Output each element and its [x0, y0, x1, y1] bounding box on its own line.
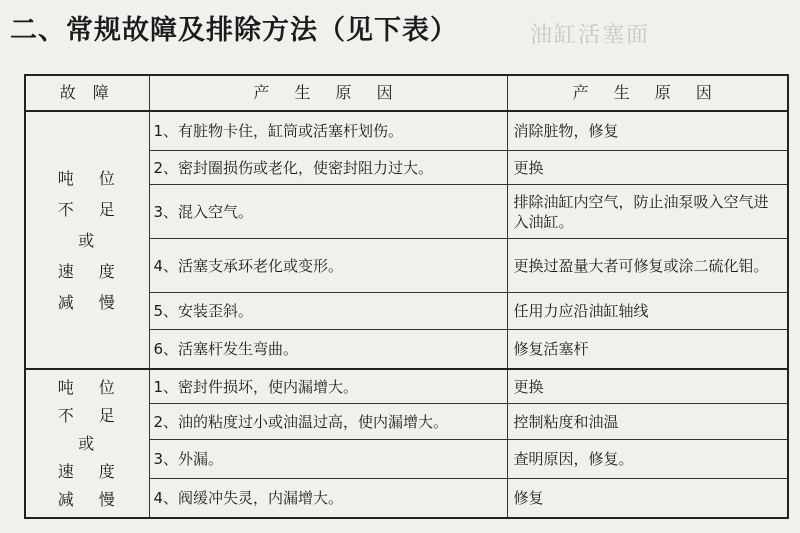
remedy-cell: 修复活塞杆 — [507, 330, 788, 370]
fault-line: 吨 位 — [57, 377, 125, 397]
remedy-cell: 任用力应沿油缸轴线 — [507, 293, 788, 330]
cause-cell: 4、阀缓冲失灵，内漏增大。 — [149, 479, 507, 519]
remedy-cell: 修复 — [507, 479, 788, 519]
cause-cell: 3、外漏。 — [149, 440, 507, 479]
table-row — [25, 369, 788, 404]
table-header-row — [25, 75, 788, 111]
remedy-cell: 控制粘度和油温 — [507, 404, 788, 440]
remedy-cell: 更换 — [507, 369, 788, 404]
cause-cell: 1、有脏物卡住，缸筒或活塞杆划伤。 — [149, 111, 507, 151]
header-fault: 故 障 — [25, 75, 149, 111]
fault-line: 速 度 — [57, 461, 125, 481]
remedy-cell: 消除脏物，修复 — [507, 111, 788, 151]
remedy-cell: 更换 — [507, 151, 788, 185]
page-heading: 二、常规故障及排除方法（见下表） — [10, 15, 458, 46]
cause-cell: 2、密封圈损伤或老化，使密封阻力过大。 — [149, 151, 507, 185]
fault-line: 减 慢 — [57, 489, 125, 509]
bleed-through-text: 油缸活塞面 — [530, 23, 651, 48]
fault-line: 速 度 — [57, 261, 125, 281]
fault-cell-group-2 — [25, 369, 149, 518]
remedy-cell: 查明原因，修复。 — [507, 440, 788, 479]
remedy-cell: 更换过盈量大者可修复或涂二硫化钼。 — [507, 239, 788, 293]
cause-cell: 6、活塞杆发生弯曲。 — [149, 330, 507, 370]
fault-line: 不 足 — [57, 199, 125, 219]
table-row — [25, 111, 788, 151]
header-cause: 产 生 原 因 — [149, 75, 507, 111]
fault-line: 或 — [78, 433, 105, 453]
fault-line: 不 足 — [57, 405, 125, 425]
fault-line: 吨 位 — [57, 168, 125, 188]
cause-cell: 1、密封件损坏，使内漏增大。 — [149, 369, 507, 404]
fault-line: 减 慢 — [57, 292, 125, 312]
cause-cell: 2、油的粘度过小或油温过高，使内漏增大。 — [149, 404, 507, 440]
cause-cell: 4、活塞支承环老化或变形。 — [149, 239, 507, 293]
header-remedy: 产 生 原 因 — [507, 75, 788, 111]
cause-cell: 5、安装歪斜。 — [149, 293, 507, 330]
remedy-cell: 排除油缸内空气，防止油泵吸入空气进入油缸。 — [507, 185, 788, 239]
fault-cell-group-1 — [25, 111, 149, 369]
fault-line: 或 — [78, 230, 105, 250]
fault-table — [24, 74, 789, 519]
cause-cell: 3、混入空气。 — [149, 185, 507, 239]
